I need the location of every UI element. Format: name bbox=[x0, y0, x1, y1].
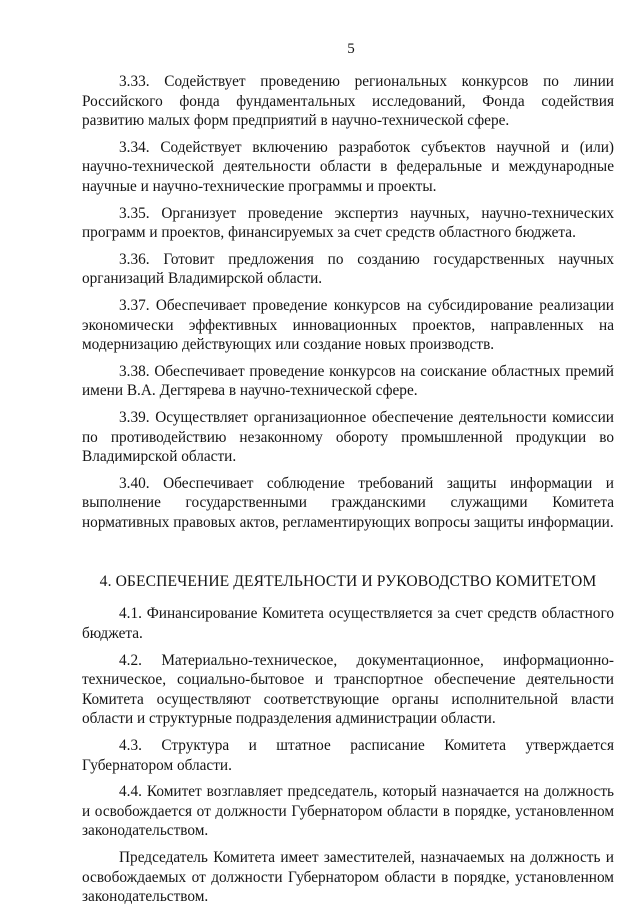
paragraph-4-4: 4.4. Комитет возглавляет председатель, который назначается на должность и освобождается от должности Губернатором области в порядке, установленном законодательством. bbox=[82, 783, 614, 840]
paragraph-4-3: 4.3. Структура и штатное расписание Комитета утверждается Губернатором области. bbox=[82, 737, 614, 774]
paragraph-deputies: Председатель Комитета имеет заместителей, назначаемых на должность и освобождаемых от должности Губернатором области в порядке, установленном законодательством. bbox=[82, 849, 614, 906]
paragraph-3-37: 3.37. Обеспечивает проведение конкурсов на субсидирование реализации экономически эффективных инновационных проектов, направленных на модернизацию действующих или создание новых производств. bbox=[82, 296, 614, 354]
paragraph-3-36: 3.36. Готовит предложения по созданию государственных научных организаций Владимирской области. bbox=[82, 250, 614, 288]
paragraph-3-35: 3.35. Организует проведение экспертиз научных, научно-технических программ и проектов, финансируемых за счет средств областного бюджета. bbox=[82, 204, 614, 242]
paragraph-3-33: 3.33. Содействует проведению региональных конкурсов по линии Российского фонда фундаментальных исследований, Фонда содействия развитию малых форм предприятий в научно-технической сфере. bbox=[82, 73, 614, 130]
paragraph-3-34: 3.34. Содействует включению разработок субъектов научной и (или) научно-технической деятельности области в федеральные и международные научные и научно-технические программы и проекты. bbox=[82, 138, 614, 195]
paragraph-3-38: 3.38. Обеспечивает проведение конкурсов на соискание областных премий имени В.А. Дегтярева в научно-технической сфере. bbox=[82, 362, 614, 400]
paragraph-4-1: 4.1. Финансирование Комитета осуществляется за счет средств областного бюджета. bbox=[82, 605, 614, 643]
section-title: 4. ОБЕСПЕЧЕНИЕ ДЕЯТЕЛЬНОСТИ И РУКОВОДСТВО КОМИТЕТОМ bbox=[99, 573, 597, 591]
paragraph-3-39: 3.39. Осуществляет организационное обеспечение деятельности комиссии по противодействию незаконному обороту промышленной продукции во Владимирской области. bbox=[82, 408, 614, 466]
paragraph-3-40: 3.40. Обеспечивает соблюдение требований защиты информации и выполнение государственными гражданскими служащими Комитета нормативных правовых актов, регламентирующих вопросы защиты информации. bbox=[82, 474, 614, 531]
page-number: 5 bbox=[347, 41, 355, 57]
paragraph-4-2: 4.2. Материально-техническое, документационное, информационно-техническое, социально-бытовое и транспортное обеспечение деятельности Комитета осуществляют соответствующие органы исполнительной власти области и структурные подразделения администрации области. bbox=[82, 651, 614, 728]
